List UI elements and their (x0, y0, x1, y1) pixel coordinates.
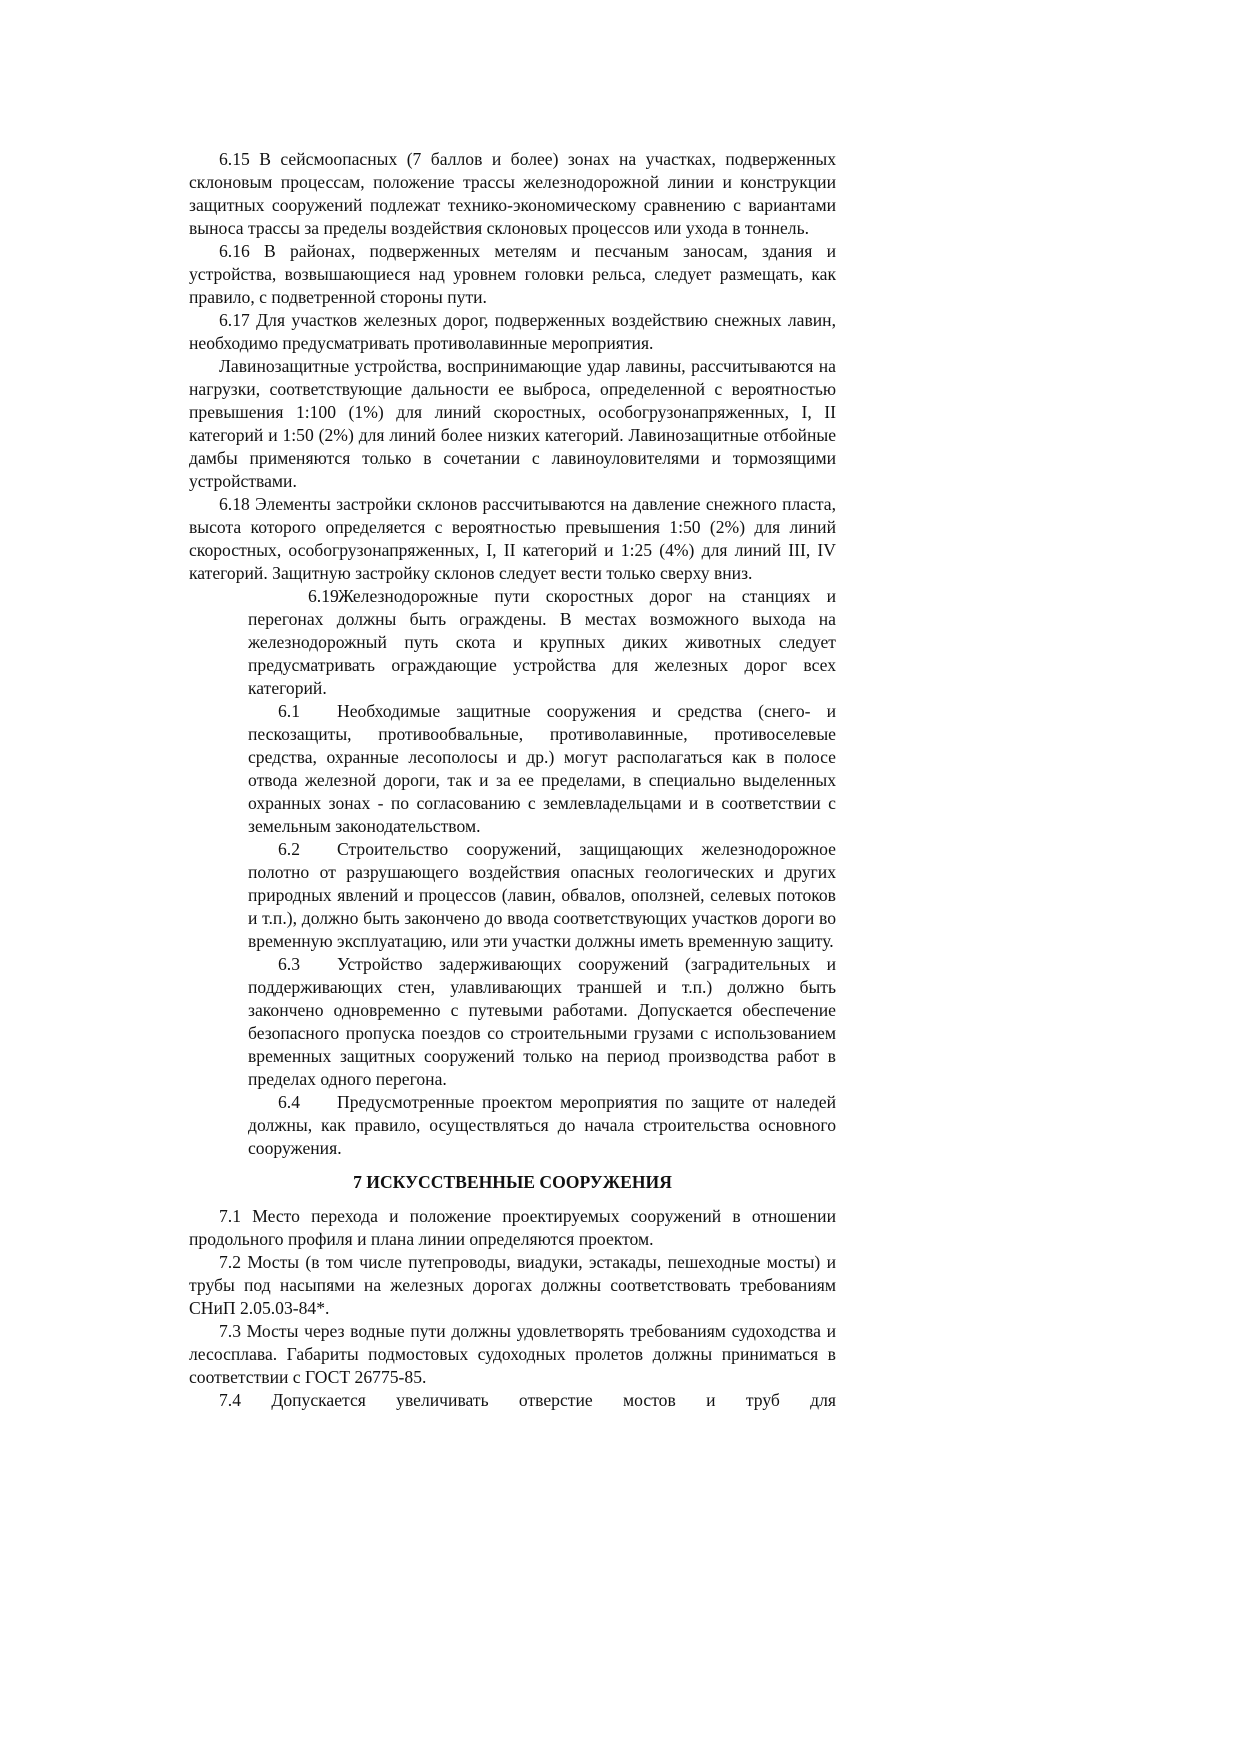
paragraph-6-1 (248, 700, 836, 838)
paragraph-6-2 (248, 838, 836, 953)
paragraph-6-19 (248, 585, 836, 700)
clause-number: 6.4 (278, 1092, 300, 1112)
clause-number: 6.3 (278, 954, 300, 974)
paragraph-6-15: 6.15 В сейсмоопасных (7 баллов и более) зонах на участках, подверженных склоновым процессам, положение трассы железнодорожной линии и конструкции защитных сооружений подлежат технико-экономическому сравнению с вариантами выноса трассы за пределы воздействия склоновых процессов или ухода в тоннель. (189, 149, 836, 238)
clause-text: Строительство сооружений, защищающих железнодорожное полотно от разрушающего воздействия опасных геологических и других природных явлений и процессов (лавин, обвалов, оползней, селевых потоков и т.п.), должно быть закончено до ввода соответствующих участков дороги во временную эксплуатацию, или эти участки должны иметь временную защиту. (248, 839, 836, 951)
paragraph-6-3 (248, 953, 836, 1091)
clause-number: 6.1 (278, 701, 300, 721)
paragraph-7-1: 7.1 Место перехода и положение проектируемых сооружений в отношении продольного профиля и плана линии определяются проектом. (189, 1206, 836, 1249)
paragraph-avalanche-devices: Лавинозащитные устройства, воспринимающие удар лавины, рассчитываются на нагрузки, соответствующие дальности ее выброса, определенной с вероятностью превышения 1:100 (1%) для линий скоростных, особогрузонапряженных, I, II категорий и 1:50 (2%) для линий более низких категорий. Лавинозащитные отбойные дамбы применяются только в сочетании с лавиноуловителями и тормозящими устройствами. (189, 356, 836, 491)
paragraph-6-4 (248, 1091, 836, 1160)
clause-number: 6.2 (278, 839, 300, 859)
paragraph-7-4: 7.4 Допускается увеличивать отверстие мостов и труб для (219, 1390, 836, 1410)
clause-text: Железнодорожные пути скоростных дорог на станциях и перегонах должны быть ограждены. В местах возможного выхода на железнодорожный путь скота и крупных диких животных следует предусматривать ограждающие устройства для железных дорог всех категорий. (248, 586, 836, 698)
paragraph-6-18: 6.18 Элементы застройки склонов рассчитываются на давление снежного пласта, высота которого определяется с вероятностью превышения 1:50 (2%) для линий скоростных, особогрузонапряженных, I, II категорий и 1:25 (4%) для линий III, IV категорий. Защитную застройку склонов следует вести только сверху вниз. (189, 494, 836, 583)
clause-text: Предусмотренные проектом мероприятия по защите от наледей должны, как правило, осуществляться до начала строительства основного сооружения. (248, 1092, 836, 1158)
paragraph-6-16: 6.16 В районах, подверженных метелям и песчаным заносам, здания и устройства, возвышающиеся над уровнем головки рельса, следует размещать, как правило, с подветренной стороны пути. (189, 241, 836, 307)
clause-text: Необходимые защитные сооружения и средства (снего- и пескозащиты, противообвальные, противолавинные, противоселевые средства, охранные лесополосы и др.) могут располагаться как в полосе отвода железной дороги, так и за ее пределами, в специально выделенных охранных зонах - по согласованию с землевладельцами и в соответствии с земельным законодательством. (248, 701, 836, 836)
clause-text: Устройство задерживающих сооружений (заградительных и поддерживающих стен, улавливающих траншей и т.п.) должно быть закончено одновременно с путевыми работами. Допускается обеспечение безопасного пропуска поездов со строительными грузами с использованием временных защитных сооружений только на период производства работ в пределах одного перегона. (248, 954, 836, 1089)
paragraph-6-17: 6.17 Для участков железных дорог, подверженных воздействию снежных лавин, необходимо предусматривать противолавинные мероприятия. (189, 310, 836, 353)
document-page (189, 148, 836, 1412)
clause-number: 6.19 (308, 586, 339, 606)
paragraph-7-2: 7.2 Мосты (в том числе путепроводы, виадуки, эстакады, пешеходные мосты) и трубы под насыпями на железных дорогах должны соответствовать требованиям СНиП 2.05.03-84*. (189, 1252, 836, 1318)
section-heading-text: 7 ИСКУССТВЕННЫЕ СООРУЖЕНИЯ (353, 1172, 672, 1192)
section-7-heading (189, 1171, 836, 1194)
paragraph-7-3: 7.3 Мосты через водные пути должны удовлетворять требованиям судоходства и лесосплава. Габариты подмостовых судоходных пролетов должны приниматься в соответствии с ГОСТ 26775-85. (189, 1321, 836, 1387)
